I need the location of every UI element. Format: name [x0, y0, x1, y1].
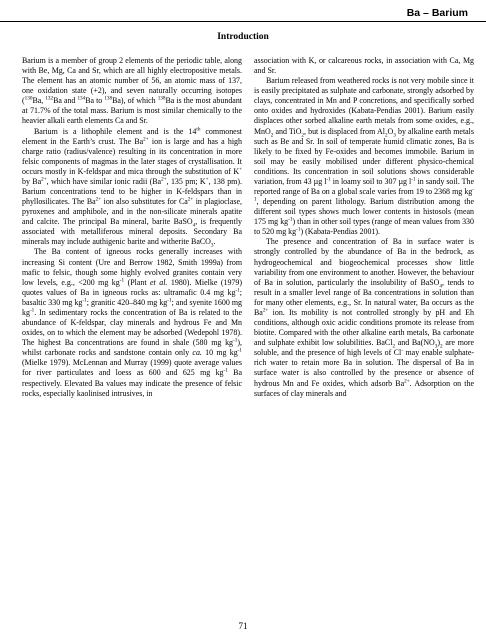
page-number: 71 [238, 621, 248, 631]
paragraph-surface-water: The presence and concentration of Ba in surface water is strongly controlled by the abundance of Ba in the bedrock, as hydrogeochemical and biogeochemical processes show little variability from one environment to another. However, the behaviour of Ba in solution, particularly the insolubility of BaSO$_4$, tends to result in a smaller level range of Ba concentrations in solution than for many other elements, e.g., Sr. In natural water, Ba occurs as the $Ba^{2+}$ ion. Its mobility is not controlled strongly by pH and Eh conditions, although oxic acidic conditions promote its release from biotite. Compared with the other alkaline earth metals, Ba carbonate and sulphate exhibit low solubilities. BaCl$_2$ and $Ba(NO_3)_2$ are more soluble, and the presence of high levels of Cl- may enable sulphate-rich water to retain more Ba in solution. The dispersal of Ba in surface water is also controlled by the presence or absence of hydrous Mn and Fe oxides, which adsorb $Ba^{2+}$. Adsorption on the surfaces of clay minerals and [254, 237, 475, 398]
paragraph-continued: association with K, or calcareous rocks, in association with Ca, Mg and Sr. [254, 56, 474, 76]
left-column [22, 56, 242, 399]
header-rule [0, 21, 486, 22]
paragraph-igneous-rocks: The Ba content of igneous rocks generally increases with increasing Si content (Ure and Berrow 1982, Smith 1999a) from mafic to felsic, though some highly evolved granites contain very low levels, e.g., <200 mg $kg^{-1}$ (Plant et al. 1980). Mielke (1979) quotes values of Ba in igneous rocks as: ultramafic 0.4 mg $kg^{-1}$; basaltic 330 mg $kg^{-1}$; granitic 420–840 mg $kg^{-1}$; and syenite 1600 mg $kg^{-1}$. In sedimentary rocks the concentration of Ba is related to the abundance of K-feldspar, clay minerals and hydrous Fe and Mn oxides, on to which the element may be adsorbed (Wedepohl 1978). The highest Ba concentrations are found in shale (580 mg $kg^{-1}$), whilst carbonate rocks and sandstone contain only ca. 10 mg $kg^{-1}$ (Mielke 1979). McLennan and Murray (1999) quote average values for river particulates and loess as 600 and 625 mg $kg^{-1}$ Ba respectively. Elevated Ba values may indicate the presence of felsic rocks, especially kaolinised intrusives, in [22, 247, 243, 398]
paragraph-lithophile: Barium is a lithophile element and is the 14th commonest element in the Earth’s crust. The $Ba^{2+}$ ion is large and has a high charge ratio (radius/valence) resulting in its concentration in more felsic components of magmas in the later stages of crystallisation. It occurs mostly in K-feldspar and mica through the substitution of K+ by $Ba^{2+}$, which have similar ionic radii ($Ba^{2+}$, 135 pm; K+, 138 pm). Barium concentrations tend to be higher in K-feldspars than in phyllosilicates. The $Ba^{2+}$ ion also substitutes for $Ca^{2+}$ in plagioclase, pyroxenes and amphibole, and in the non-silicate minerals apatite and calcite. The principal Ba mineral, barite BaSO$_4$, is frequently associated with metalliferous mineral deposits. Secondary Ba minerals may include authigenic barite and witherite BaCO$_3$. [22, 125, 242, 249]
paragraph-intro: Barium is a member of group 2 elements of the periodic table, along with Be, Mg, Ca and Sr, which are all highly electropositive metals. The element has an atomic number of 56, an atomic mass of 137, one oxidation state (+2), and seven naturally occurring isotopes ($^{130}$Ba, $^{132}$Ba and $^{134}$Ba to $^{138}$Ba), of which $^{138}$Ba is the most abundant at 71.7% of the total mass. Barium is most similar chemically to the heavier alkali earth elements Ca and Sr. [22, 56, 243, 126]
running-title: Ba – Barium [406, 7, 468, 19]
right-column [254, 56, 474, 399]
section-title: Introduction [217, 32, 269, 42]
paragraph-weathering: Barium released from weathered rocks is not very mobile since it is easily precipitated as sulphate and carbonate, strongly adsorbed by clays, concentrated in Mn and P concretions, and specifically sorbed onto oxides and hydroxides (Kabata-Pendias 2001). Barium easily displaces other sorbed alkaline earth metals from some oxides, e.g., MnO$_2$ and TiO$_2$, but is displaced from $Al_2O_3$ by alkaline earth metals such as Be and Sr. In soil of temperate humid climatic zones, Ba is likely to be fixed by Fe-oxides and becomes immobile. Barium in soil may be easily mobilised under different physico-chemical conditions. Its concentration in soil solutions shows considerable variation, from 43 µg $l^{-1}$ in loamy soil to 307 µg $l^{-1}$ in sandy soil. The reported range of Ba on a global scale varies from 19 to 2368 mg $kg^{-1}$, depending on parent lithology. Barium distribution among the different soil types shows much lower contents in histosols (mean 175 mg $kg^{-1}$) than in other soil types (range of mean values from 330 to 520 mg $kg^{-1}$) (Kabata-Pendias 2001). [254, 76, 475, 237]
